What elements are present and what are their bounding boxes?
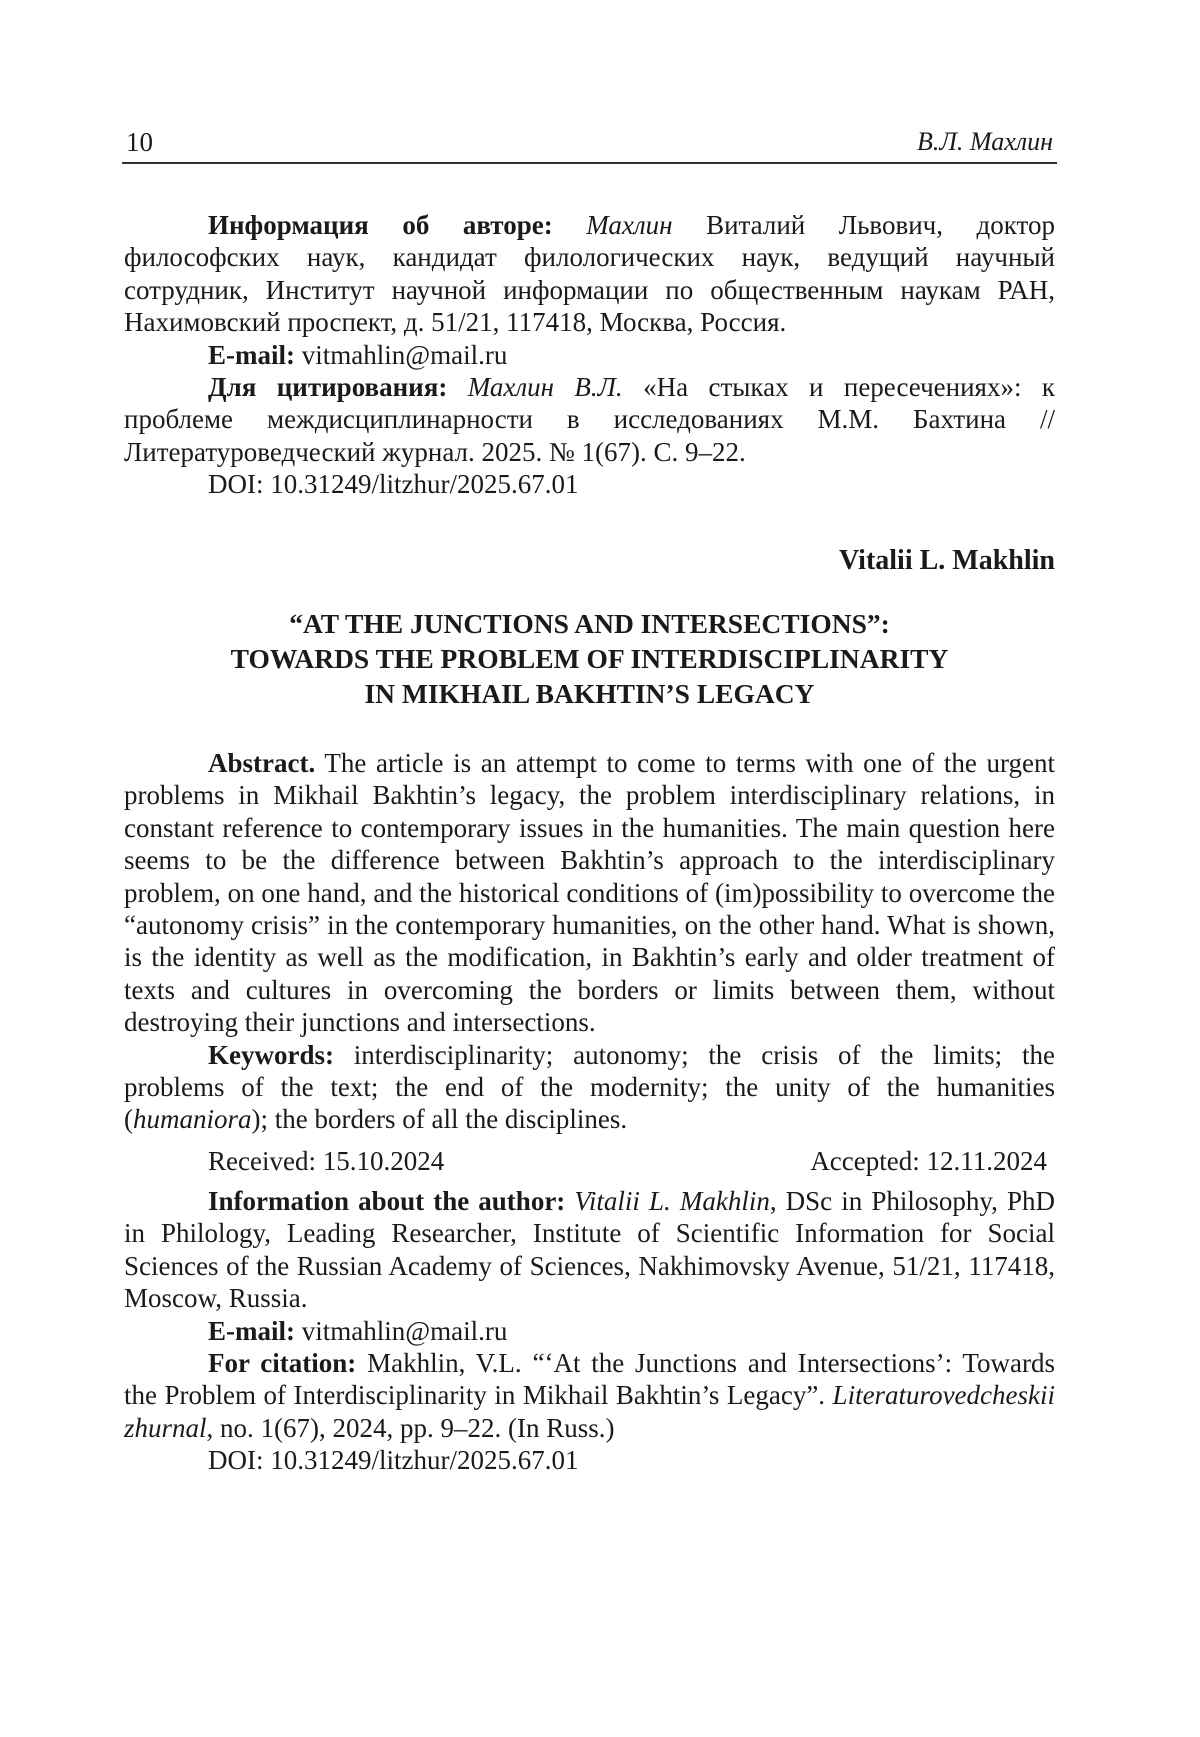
en-citation-label: For citation:	[208, 1347, 357, 1378]
ru-citation-author: Махлин В.Л.	[467, 372, 623, 403]
en-email	[124, 1315, 1055, 1347]
english-author-block	[124, 545, 1055, 577]
title-line-1: “AT THE JUNCTIONS AND INTERSECTIONS”:	[289, 608, 890, 639]
received-date: Received: 15.10.2024	[208, 1145, 445, 1176]
ru-author-info-text: Виталий Львович, доктор философских наук, кандидат филологических наук, ведущий научный сотрудник, Институт научной информации по общественным наукам РАН, Нахимовский проспект, д. 51/21, 117418, Москва, Россия.	[124, 210, 1056, 338]
title-line-2: TOWARDS THE PROBLEM OF INTERDISCIPLINARITY	[230, 643, 949, 674]
title-line-3: IN MIKHAIL BAKHTIN’S LEGACY	[364, 678, 815, 709]
en-author-info-name: Vitalii L. Makhlin	[574, 1185, 770, 1216]
en-author-info-text: , DSc in Philosophy, PhD in Philology, Leading Researcher, Institute of Scientific Information for Social Sciences of the Russian Academy of Sciences, Nakhimovsky Avenue, 51/21, 117418, Moscow, Russia.	[124, 1185, 1055, 1314]
ru-email-label: E-mail:	[208, 339, 295, 370]
ru-citation-label: Для цитирования:	[208, 372, 448, 403]
ru-author-info	[124, 209, 1055, 339]
abstract	[124, 747, 1055, 1039]
ru-email	[124, 339, 1055, 371]
abstract-text: The article is an attempt to come to terms with one of the urgent problems in Mikhail Bakhtin’s legacy, the problem interdisciplinary relations, in constant reference to contemporary issues in the humanities. The main question here seems to be the difference between Bakhtin’s approach to the interdisciplinary problem, on one hand, and the historical conditions of (im)possibility to overcome the “autonomy crisis” in the contemporary humanities, on the other hand. What is shown, is the identity as well as the modification, in Bakhtin’s early and older treatment of texts and cultures in overcoming the borders or limits between them, without destroying their junctions and intersections.	[124, 748, 1055, 1038]
en-citation-text-after: , no. 1(67), 2024, pp. 9–22. (In Russ.)	[206, 1412, 615, 1443]
running-head: В.Л. Махлин	[916, 127, 1053, 156]
en-author-info	[124, 1185, 1055, 1315]
en-citation-journal: Literaturovedcheskii zhurnal	[124, 1380, 1055, 1443]
en-author-name: Vitalii L. Makhlin	[838, 545, 1055, 576]
en-author-info-label: Information about the author:	[208, 1185, 566, 1216]
russian-metadata	[124, 209, 1055, 501]
dates-row	[124, 1145, 1055, 1177]
keywords-text-before: interdisciplinarity; autonomy; the crisis of the limits; the problems of the text; the end of the modernity; the unity of the humanities (	[124, 1039, 1055, 1135]
page-header	[122, 126, 1057, 164]
ru-doi: DOI: 10.31249/litzhur/2025.67.01	[208, 469, 579, 500]
ru-author-info-label: Информация об авторе:	[208, 210, 553, 240]
en-citation	[124, 1347, 1055, 1444]
en-doi: DOI: 10.31249/litzhur/2025.67.01	[208, 1445, 579, 1476]
keywords-label: Keywords:	[208, 1039, 334, 1070]
ru-email-value: vitmahlin@mail.ru	[295, 339, 508, 370]
article-title	[124, 606, 1055, 711]
ru-author-name: Махлин	[586, 210, 673, 240]
ru-citation-text: «На стыках и пересечениях»: к проблеме междисциплинарности в исследованиях М.М. Бахтина // Литературоведческий журнал. 2025. № 1(67). С. 9–22.	[124, 372, 1056, 467]
accepted-date: Accepted: 12.11.2024	[810, 1145, 1047, 1176]
keywords-text-after: ); the borders of all the disciplines.	[251, 1104, 628, 1135]
ru-citation	[124, 371, 1055, 468]
keywords	[124, 1039, 1055, 1136]
keywords-italic: humaniora	[133, 1104, 252, 1135]
en-citation-text: Makhlin, V.L. “‘At the Junctions and Intersections’: Towards the Problem of Interdisciplinarity in Mikhail Bakhtin’s Legacy”.	[124, 1347, 1055, 1411]
english-metadata	[124, 747, 1055, 1477]
en-email-value: vitmahlin@mail.ru	[295, 1315, 508, 1346]
page-number: 10	[126, 127, 153, 157]
abstract-label: Abstract.	[208, 748, 316, 778]
en-email-label: E-mail:	[208, 1315, 295, 1346]
